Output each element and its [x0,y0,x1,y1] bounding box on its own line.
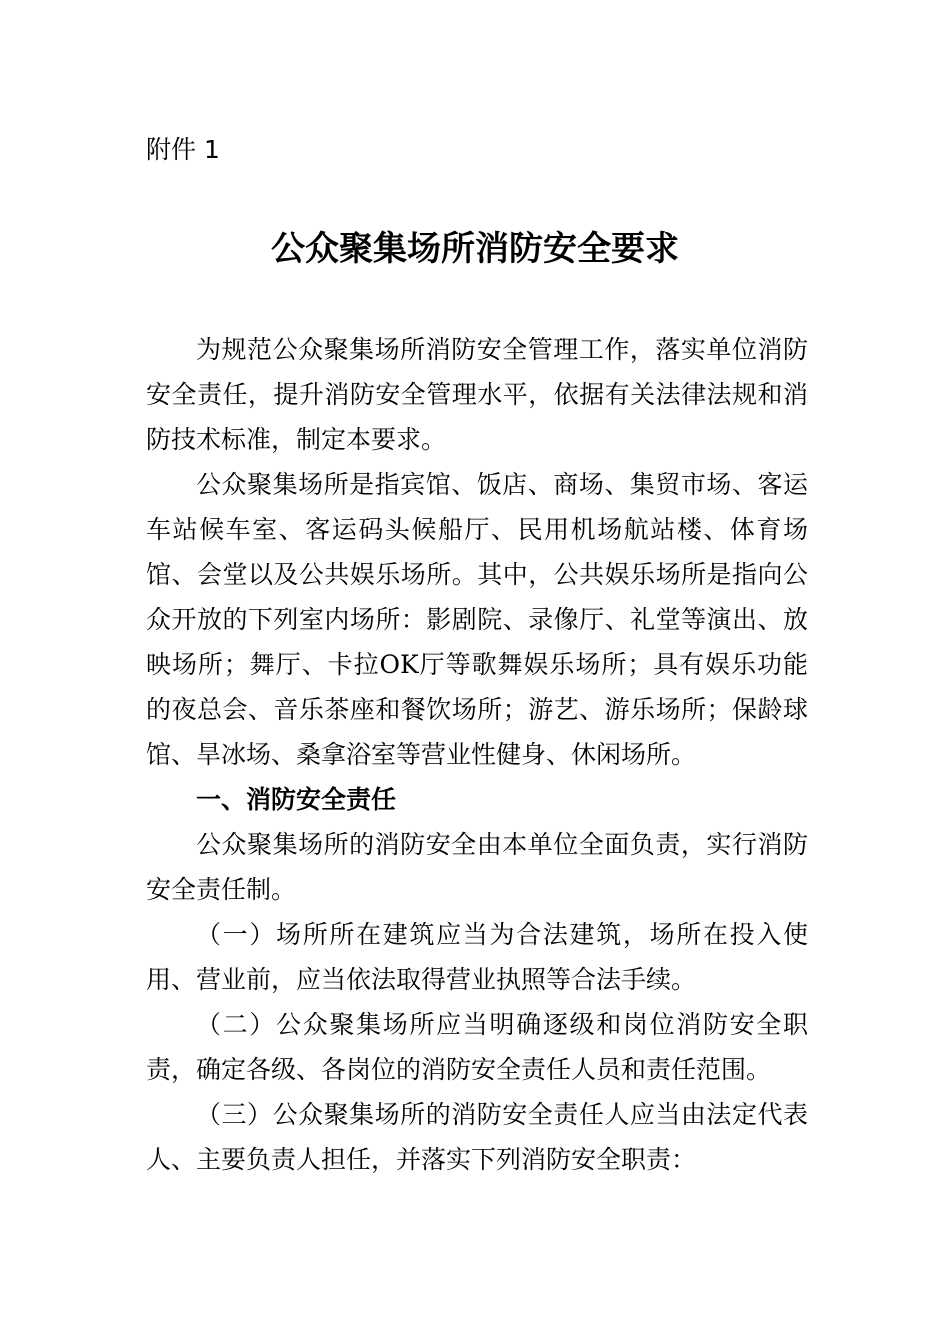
document-body [146,327,808,1182]
attachment-label: 附件 1 [146,135,220,164]
document-title: 公众聚集场所消防安全要求 [271,229,679,269]
intro-paragraph: 为规范公众聚集场所消防安全管理工作，落实单位消防安全责任，提升消防安全管理水平，依据有关法律法规和消防技术标准，制定本要求。 [146,335,808,454]
section-heading-responsibility: 一、消防安全责任 [196,785,397,814]
definition-paragraph: 公众聚集场所是指宾馆、饭店、商场、集贸市场、客运车站候车室、客运码头候船厅、民用机场航站楼、体育场馆、会堂以及公共娱乐场所。其中，公共娱乐场所是指向公众开放的下列室内场所：影剧院、录像厅、礼堂等演出、放映场所；舞厅、卡拉OK厅等歌舞娱乐场所；具有娱乐功能的夜总会、音乐茶座和餐饮场所；游艺、游乐场所；保龄球馆、旱冰场、桑拿浴室等营业性健身、休闲场所。 [146,470,808,769]
clause-1-paragraph: （一）场所所在建筑应当为合法建筑，场所在投入使用、营业前，应当依法取得营业执照等合法手续。 [146,920,808,994]
responsibility-paragraph: 公众聚集场所的消防安全由本单位全面负责，实行消防安全责任制。 [146,830,808,904]
clause-3-paragraph: （三）公众聚集场所的消防安全责任人应当由法定代表人、主要负责人担任，并落实下列消防安全职责： [146,1100,808,1174]
clause-2-paragraph: （二）公众聚集场所应当明确逐级和岗位消防安全职责，确定各级、各岗位的消防安全责任人员和责任范围。 [146,1010,808,1084]
